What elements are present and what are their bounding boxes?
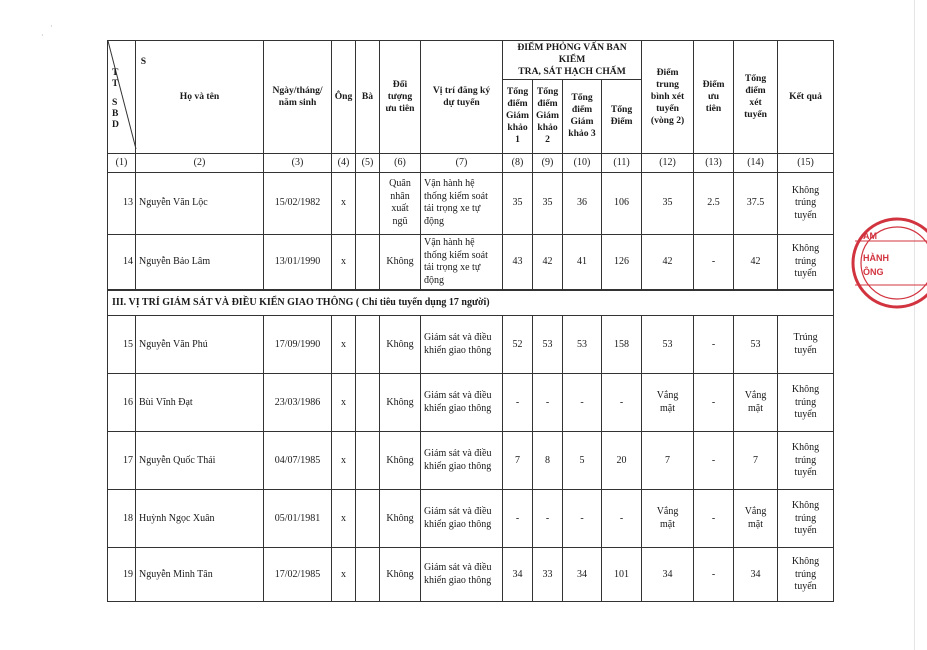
cell-position: Giám sát và điều khiển giao thông — [421, 432, 503, 490]
column-number: (7) — [421, 153, 503, 172]
cell-result: Không trúng tuyển — [778, 432, 834, 490]
cell-total: 101 — [602, 548, 642, 602]
header-judge-2: Tổng điểm Giám khảo 2 — [533, 79, 563, 153]
cell-judge-2: 33 — [533, 548, 563, 602]
table-row — [108, 234, 834, 290]
cell-final-score: Vắng mặt — [734, 490, 778, 548]
header-dob: Ngày/tháng/ năm sinh — [264, 41, 332, 154]
cell-stt: 14 — [108, 234, 136, 290]
cell-stt: 17 — [108, 432, 136, 490]
scan-edge — [914, 0, 915, 650]
cell-ong: x — [332, 172, 356, 234]
cell-ba — [356, 234, 380, 290]
cell-bonus: - — [694, 374, 734, 432]
table-row — [108, 172, 834, 234]
cell-avg-score: 53 — [642, 316, 694, 374]
cell-dob: 13/01/1990 — [264, 234, 332, 290]
cell-priority: Quân nhân xuất ngũ — [380, 172, 421, 234]
table-row — [108, 432, 834, 490]
stamp-text: ÔNG — [863, 267, 884, 277]
cell-final-score: 7 — [734, 432, 778, 490]
cell-judge-1: - — [503, 374, 533, 432]
header-ba: Bà — [356, 41, 380, 154]
cell-judge-2: 42 — [533, 234, 563, 290]
cell-position: Giám sát và điều khiển giao thông — [421, 374, 503, 432]
cell-judge-3: - — [563, 490, 602, 548]
header-row-1 — [108, 41, 834, 80]
cell-priority: Không — [380, 234, 421, 290]
cell-position: Giám sát và điều khiển giao thông — [421, 548, 503, 602]
cell-position: Giám sát và điều khiển giao thông — [421, 316, 503, 374]
cell-result: Không trúng tuyển — [778, 548, 834, 602]
cell-result: Không trúng tuyển — [778, 490, 834, 548]
cell-judge-3: 5 — [563, 432, 602, 490]
cell-dob: 17/02/1985 — [264, 548, 332, 602]
cell-total: - — [602, 374, 642, 432]
column-number: (11) — [602, 153, 642, 172]
column-number: (14) — [734, 153, 778, 172]
cell-total: 106 — [602, 172, 642, 234]
cell-ong: x — [332, 234, 356, 290]
section-header-row — [108, 290, 834, 316]
column-number: (3) — [264, 153, 332, 172]
cell-position: Vận hành hệ thống kiểm soát tải trọng xe tự động — [421, 172, 503, 234]
cell-priority: Không — [380, 432, 421, 490]
cell-judge-2: 8 — [533, 432, 563, 490]
stt-label: S T T — [112, 56, 147, 89]
column-number: (6) — [380, 153, 421, 172]
cell-total: 158 — [602, 316, 642, 374]
stamp-text: HÀNH — [863, 253, 889, 263]
cell-judge-2: 35 — [533, 172, 563, 234]
cell-ong: x — [332, 316, 356, 374]
red-seal-stamp — [847, 213, 927, 313]
cell-ba — [356, 316, 380, 374]
header-priority: Đối tượng ưu tiên — [380, 41, 421, 154]
column-number: (1) — [108, 153, 136, 172]
header-avg-score: Điểm trung bình xét tuyển (vòng 2) — [642, 41, 694, 154]
column-number: (12) — [642, 153, 694, 172]
cell-stt: 19 — [108, 548, 136, 602]
cell-name: Nguyễn Văn Phú — [136, 316, 264, 374]
cell-priority: Không — [380, 490, 421, 548]
sbd-label: S B D — [112, 97, 119, 130]
cell-stt: 18 — [108, 490, 136, 548]
header-ong: Ông — [332, 41, 356, 154]
cell-position: Giám sát và điều khiển giao thông — [421, 490, 503, 548]
cell-position: Vận hành hệ thống kiểm soát tải trọng xe tự động — [421, 234, 503, 290]
results-table — [107, 40, 834, 602]
cell-bonus: - — [694, 432, 734, 490]
cell-name: Nguyễn Minh Tân — [136, 548, 264, 602]
cell-judge-1: - — [503, 490, 533, 548]
cell-final-score: 34 — [734, 548, 778, 602]
cell-judge-3: 36 — [563, 172, 602, 234]
cell-dob: 15/02/1982 — [264, 172, 332, 234]
cell-judge-1: 7 — [503, 432, 533, 490]
column-number: (2) — [136, 153, 264, 172]
cell-stt: 13 — [108, 172, 136, 234]
cell-judge-3: 34 — [563, 548, 602, 602]
cell-judge-1: 43 — [503, 234, 533, 290]
cell-priority: Không — [380, 316, 421, 374]
cell-avg-score: Vắng mặt — [642, 490, 694, 548]
header-judge-3: Tổng điểm Giám khảo 3 — [563, 79, 602, 153]
header-position: Vị trí đăng ký dự tuyển — [421, 41, 503, 154]
cell-bonus: - — [694, 316, 734, 374]
header-judge-1: Tổng điểm Giám khảo 1 — [503, 79, 533, 153]
header-bonus: Điểm ưu tiên — [694, 41, 734, 154]
cell-judge-2: - — [533, 490, 563, 548]
cell-total: 20 — [602, 432, 642, 490]
cell-dob: 05/01/1981 — [264, 490, 332, 548]
cell-ba — [356, 490, 380, 548]
cell-avg-score: 7 — [642, 432, 694, 490]
column-number: (9) — [533, 153, 563, 172]
cell-ba — [356, 548, 380, 602]
header-result: Kết quả — [778, 41, 834, 154]
section-title: III. VỊ TRÍ GIÁM SÁT VÀ ĐIỀU KIỂN GIAO THÔNG ( Chỉ tiêu tuyển dụng 17 người) — [108, 290, 834, 316]
cell-ong: x — [332, 548, 356, 602]
column-number: (13) — [694, 153, 734, 172]
cell-name: Nguyễn Văn Lộc — [136, 172, 264, 234]
scan-speck: · — [50, 22, 53, 31]
cell-result: Không trúng tuyển — [778, 374, 834, 432]
cell-name: Nguyễn Quốc Thái — [136, 432, 264, 490]
cell-bonus: - — [694, 234, 734, 290]
cell-ba — [356, 374, 380, 432]
header-final-score: Tổng điểm xét tuyển — [734, 41, 778, 154]
stamp-text: ÂM — [863, 231, 877, 241]
cell-avg-score: 34 — [642, 548, 694, 602]
cell-bonus: - — [694, 548, 734, 602]
table-row — [108, 490, 834, 548]
cell-stt: 15 — [108, 316, 136, 374]
table-body — [108, 153, 834, 602]
header-name: Họ và tên — [136, 41, 264, 154]
cell-dob: 04/07/1985 — [264, 432, 332, 490]
cell-name: Nguyễn Bảo Lâm — [136, 234, 264, 290]
cell-priority: Không — [380, 374, 421, 432]
header-interview-group: ĐIỂM PHỎNG VẤN BAN KIỂM TRA, SÁT HẠCH CHẤM — [503, 41, 642, 80]
column-number: (10) — [563, 153, 602, 172]
cell-avg-score: Vắng mặt — [642, 374, 694, 432]
cell-judge-3: 41 — [563, 234, 602, 290]
column-number: (8) — [503, 153, 533, 172]
table-row — [108, 316, 834, 374]
cell-ong: x — [332, 374, 356, 432]
cell-avg-score: 42 — [642, 234, 694, 290]
cell-priority: Không — [380, 548, 421, 602]
cell-judge-1: 52 — [503, 316, 533, 374]
cell-result: Không trúng tuyển — [778, 234, 834, 290]
cell-stt: 16 — [108, 374, 136, 432]
column-number: (4) — [332, 153, 356, 172]
cell-bonus: - — [694, 490, 734, 548]
cell-final-score: 53 — [734, 316, 778, 374]
cell-avg-score: 35 — [642, 172, 694, 234]
cell-judge-3: 53 — [563, 316, 602, 374]
cell-final-score: 42 — [734, 234, 778, 290]
table-row — [108, 548, 834, 602]
cell-ong: x — [332, 432, 356, 490]
cell-total: - — [602, 490, 642, 548]
header-total: Tổng Điểm — [602, 79, 642, 153]
cell-ba — [356, 172, 380, 234]
scan-speck: · — [41, 31, 44, 40]
stt-sbd-header — [108, 41, 147, 154]
cell-result: Trúng tuyển — [778, 316, 834, 374]
cell-judge-2: - — [533, 374, 563, 432]
cell-judge-1: 35 — [503, 172, 533, 234]
cell-name: Huỳnh Ngọc Xuân — [136, 490, 264, 548]
cell-final-score: 37.5 — [734, 172, 778, 234]
column-number-row — [108, 153, 834, 172]
cell-ba — [356, 432, 380, 490]
cell-dob: 23/03/1986 — [264, 374, 332, 432]
cell-total: 126 — [602, 234, 642, 290]
cell-bonus: 2.5 — [694, 172, 734, 234]
cell-ong: x — [332, 490, 356, 548]
cell-final-score: Vắng mặt — [734, 374, 778, 432]
column-number: (5) — [356, 153, 380, 172]
cell-dob: 17/09/1990 — [264, 316, 332, 374]
cell-name: Bùi Vĩnh Đạt — [136, 374, 264, 432]
cell-result: Không trúng tuyển — [778, 172, 834, 234]
table-row — [108, 374, 834, 432]
cell-judge-3: - — [563, 374, 602, 432]
column-number: (15) — [778, 153, 834, 172]
cell-judge-1: 34 — [503, 548, 533, 602]
cell-judge-2: 53 — [533, 316, 563, 374]
